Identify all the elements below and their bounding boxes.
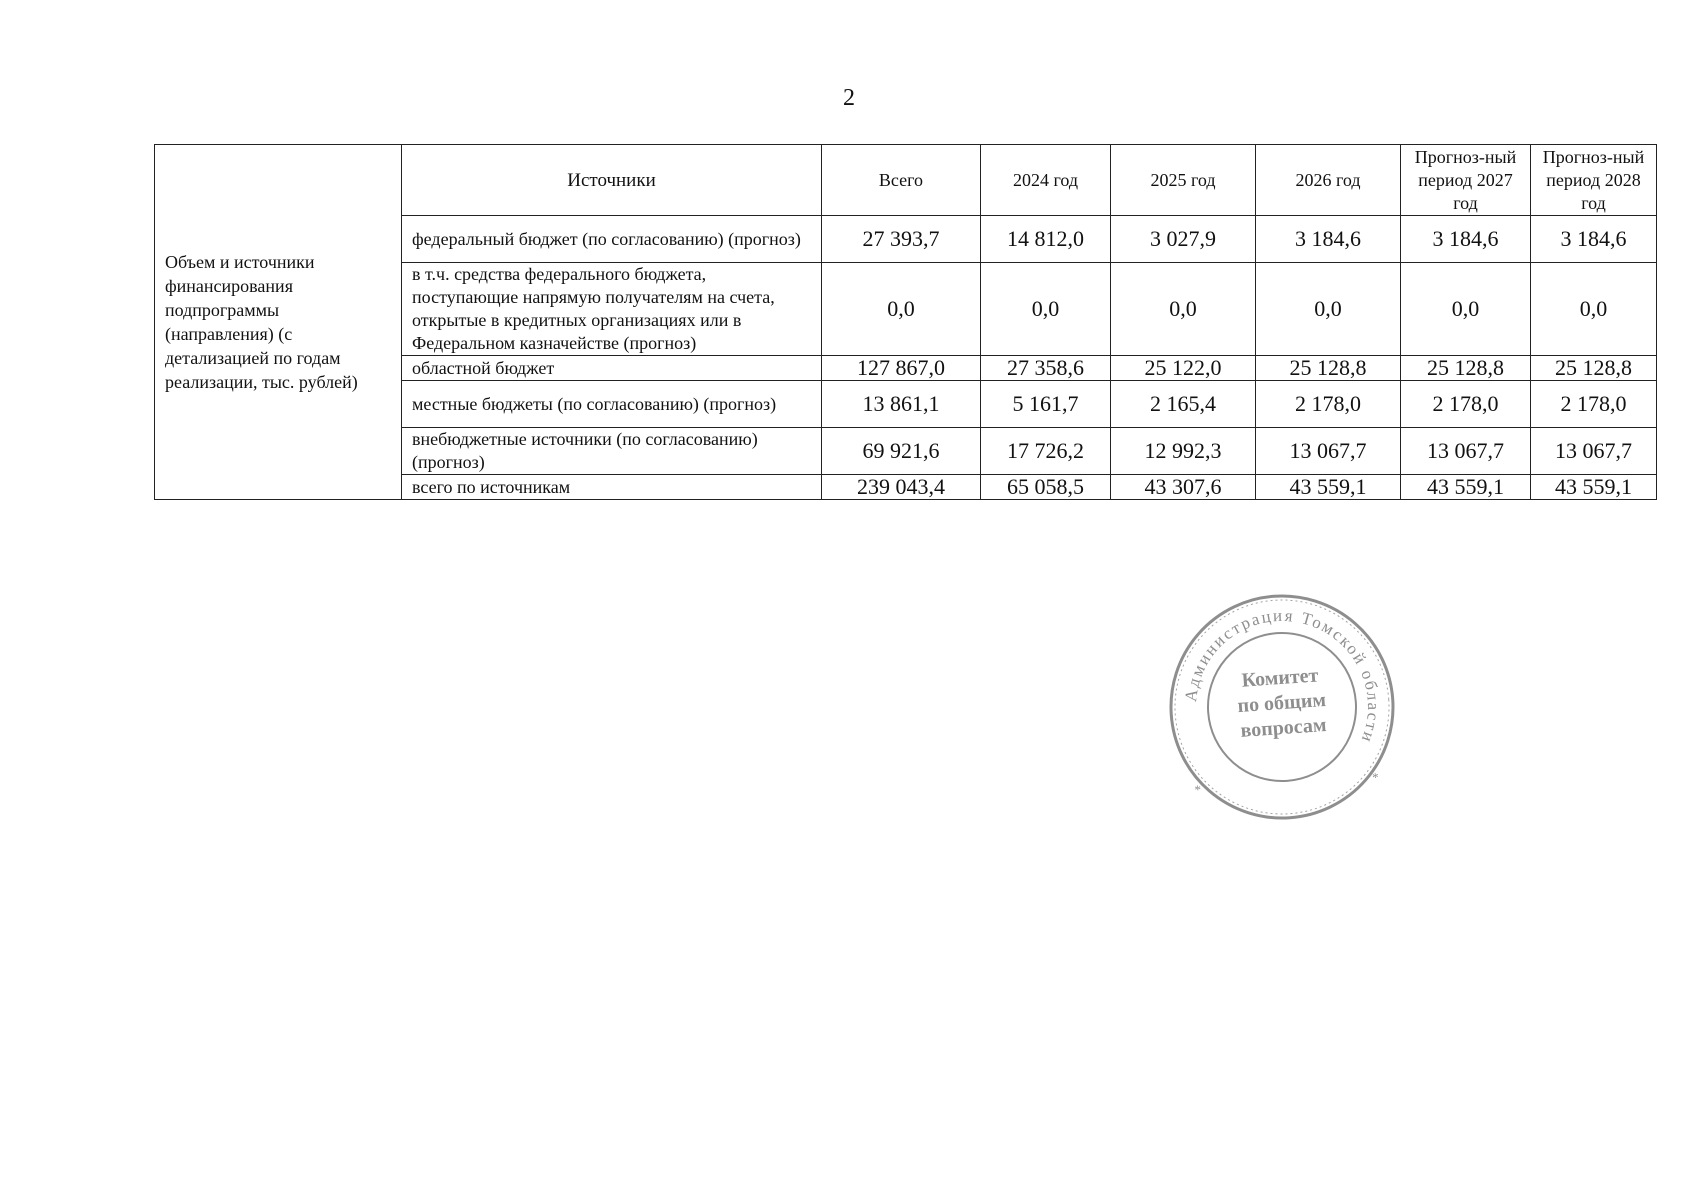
cell-total: 0,0: [822, 263, 981, 356]
cell-2027: 0,0: [1401, 263, 1531, 356]
header-2028: Прогноз-ный период 2028 год: [1531, 145, 1657, 216]
stamp-star-left: *: [1194, 781, 1202, 798]
cell-2025: 25 122,0: [1111, 356, 1256, 381]
stamp-star-right: *: [1371, 769, 1380, 785]
cell-2024: 17 726,2: [981, 428, 1111, 475]
cell-2026: 2 178,0: [1256, 381, 1401, 428]
cell-2028: 3 184,6: [1531, 216, 1657, 263]
row-source: местные бюджеты (по согласованию) (прогноз): [402, 381, 822, 428]
cell-2024: 0,0: [981, 263, 1111, 356]
stamp-ring-text: Администрация Томской области: [1180, 605, 1384, 747]
row-source: в т.ч. средства федерального бюджета, поступающие напрямую получателям на счета, открытые в кредитных организациях или в Федеральном казначействе (прогноз): [402, 263, 822, 356]
cell-2024: 14 812,0: [981, 216, 1111, 263]
page-number: 2: [843, 85, 855, 111]
cell-total: 239 043,4: [822, 475, 981, 500]
stamp-center-line-3: вопросам: [1239, 713, 1328, 742]
cell-2025: 12 992,3: [1111, 428, 1256, 475]
stamp-graphic: [1159, 584, 1404, 829]
cell-2027: 43 559,1: [1401, 475, 1531, 500]
cell-2028: 2 178,0: [1531, 381, 1657, 428]
cell-2027: 25 128,8: [1401, 356, 1531, 381]
header-2025: 2025 год: [1111, 145, 1256, 216]
cell-2028: 13 067,7: [1531, 428, 1657, 475]
header-2027: Прогноз-ный период 2027 год: [1401, 145, 1531, 216]
header-2024: 2024 год: [981, 145, 1111, 216]
cell-total: 13 861,1: [822, 381, 981, 428]
cell-2026: 13 067,7: [1256, 428, 1401, 475]
row-source: областной бюджет: [402, 356, 822, 381]
cell-2028: 25 128,8: [1531, 356, 1657, 381]
cell-total: 127 867,0: [822, 356, 981, 381]
cell-2028: 0,0: [1531, 263, 1657, 356]
stamp-center-line-2: по общим: [1236, 688, 1327, 718]
row-source: внебюджетные источники (по согласованию) (прогноз): [402, 428, 822, 475]
table-header-row: [155, 145, 1657, 216]
cell-2024: 27 358,6: [981, 356, 1111, 381]
financing-table: [154, 144, 1657, 500]
official-stamp: [1159, 584, 1404, 829]
header-total: Всего: [822, 145, 981, 216]
cell-total: 69 921,6: [822, 428, 981, 475]
cell-2027: 13 067,7: [1401, 428, 1531, 475]
cell-2025: 0,0: [1111, 263, 1256, 356]
stamp-center-line-1: Комитет: [1240, 664, 1320, 692]
cell-2026: 3 184,6: [1256, 216, 1401, 263]
header-sources: Источники: [402, 145, 822, 216]
cell-2025: 2 165,4: [1111, 381, 1256, 428]
cell-2027: 3 184,6: [1401, 216, 1531, 263]
cell-total: 27 393,7: [822, 216, 981, 263]
header-2026: 2026 год: [1256, 145, 1401, 216]
cell-2025: 43 307,6: [1111, 475, 1256, 500]
cell-2025: 3 027,9: [1111, 216, 1256, 263]
cell-2024: 5 161,7: [981, 381, 1111, 428]
row-source: федеральный бюджет (по согласованию) (прогноз): [402, 216, 822, 263]
cell-2026: 43 559,1: [1256, 475, 1401, 500]
cell-2026: 25 128,8: [1256, 356, 1401, 381]
cell-2028: 43 559,1: [1531, 475, 1657, 500]
cell-2024: 65 058,5: [981, 475, 1111, 500]
cell-2027: 2 178,0: [1401, 381, 1531, 428]
cell-2026: 0,0: [1256, 263, 1401, 356]
row-source: всего по источникам: [402, 475, 822, 500]
side-label: Объем и источники финансирования подпрограммы (направления) (с детализацией по годам реализации, тыс. рублей): [155, 145, 402, 500]
